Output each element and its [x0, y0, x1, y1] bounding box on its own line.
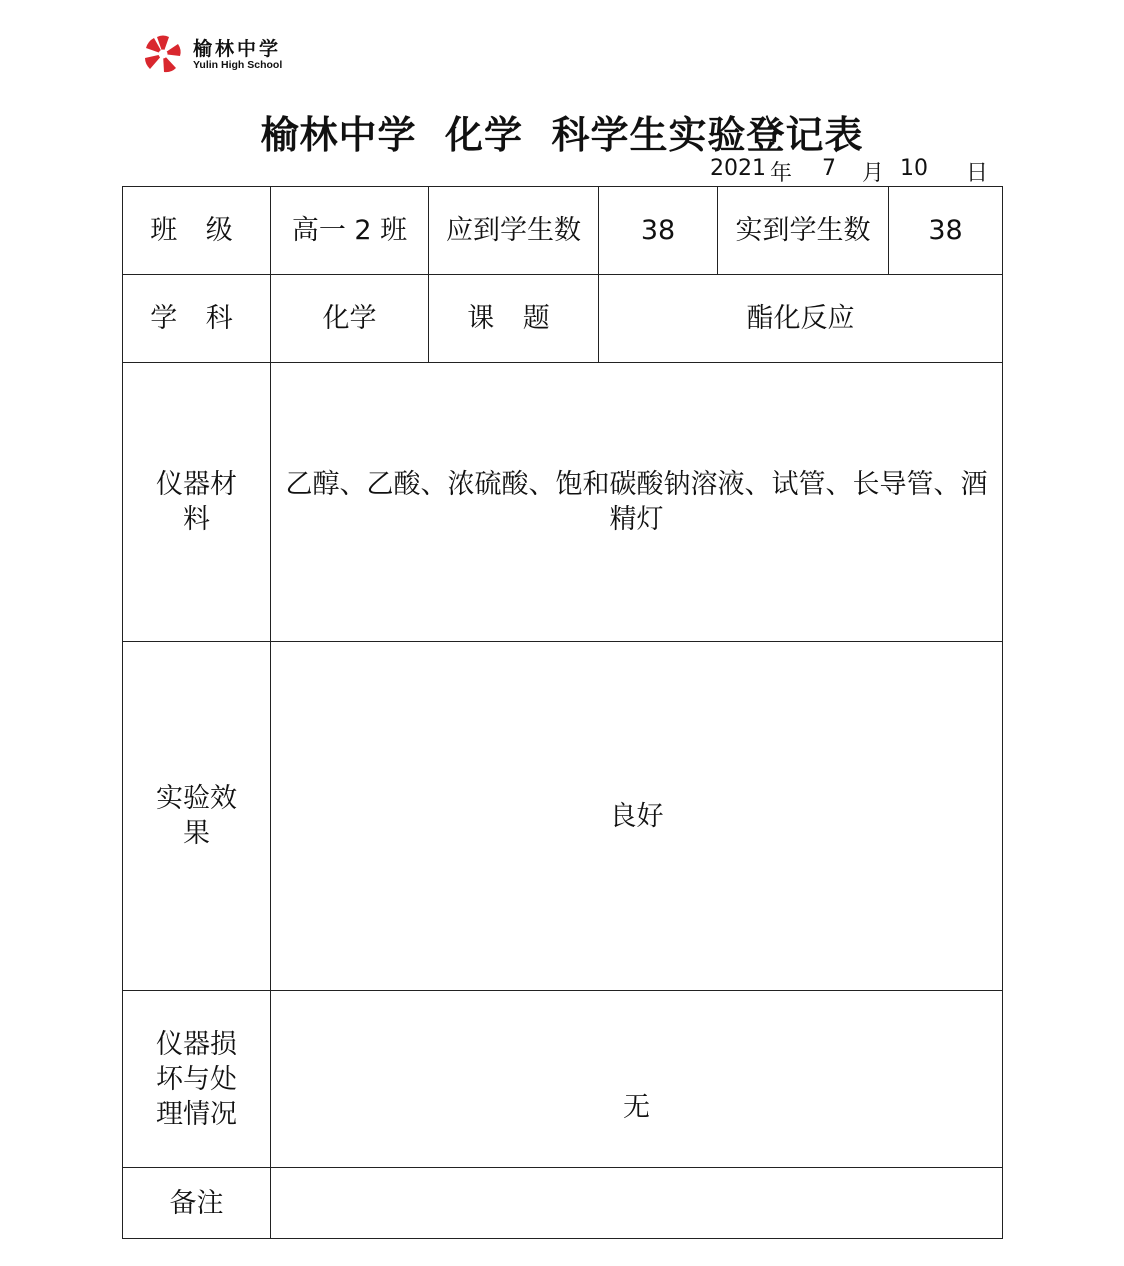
result-label: 实验效果	[156, 783, 237, 849]
materials-label-cell	[123, 363, 271, 642]
remarks-label: 备注	[123, 1168, 271, 1239]
page-title: 榆林中学 化学 科学生实验登记表	[260, 113, 864, 157]
damage-label-cell	[123, 991, 271, 1168]
date-year: 2021	[710, 156, 766, 181]
school-logo	[143, 34, 313, 74]
class-value: 高一 2 班	[271, 187, 429, 275]
remarks-row	[123, 1168, 1003, 1239]
result-value: 良好	[271, 642, 1003, 991]
materials-label: 仪器材料	[156, 469, 237, 535]
expected-students-value: 38	[599, 187, 718, 275]
school-emblem-icon	[143, 34, 183, 74]
school-name-en: Yulin High School	[193, 59, 283, 71]
subject-row	[123, 275, 1003, 363]
damage-row	[123, 991, 1003, 1168]
damage-label: 仪器损坏与处理情况	[156, 1028, 237, 1130]
remarks-value	[271, 1168, 1003, 1239]
materials-value: 乙醇、乙酸、浓硫酸、饱和碳酸钠溶液、试管、长导管、酒精灯	[271, 363, 1003, 642]
date-day: 10	[900, 156, 928, 181]
date-month-unit: 月	[862, 161, 885, 186]
school-name-cn: 榆林中学	[193, 38, 282, 60]
result-label-cell	[123, 642, 271, 991]
damage-value: 无	[271, 991, 1003, 1168]
date-day-unit: 日	[966, 161, 989, 186]
actual-students-value: 38	[889, 187, 1003, 275]
date-year-unit: 年	[770, 161, 793, 186]
registration-form-table	[122, 186, 1003, 1239]
materials-row	[123, 363, 1003, 642]
topic-value: 酯化反应	[599, 275, 1003, 363]
class-row	[123, 187, 1003, 275]
class-label: 班 级	[123, 187, 271, 275]
subject-value: 化学	[271, 275, 429, 363]
date-month: 7	[822, 156, 836, 181]
actual-students-label: 实到学生数	[718, 187, 889, 275]
result-row	[123, 642, 1003, 991]
subject-label: 学 科	[123, 275, 271, 363]
topic-label: 课 题	[429, 275, 599, 363]
expected-students-label: 应到学生数	[429, 187, 599, 275]
